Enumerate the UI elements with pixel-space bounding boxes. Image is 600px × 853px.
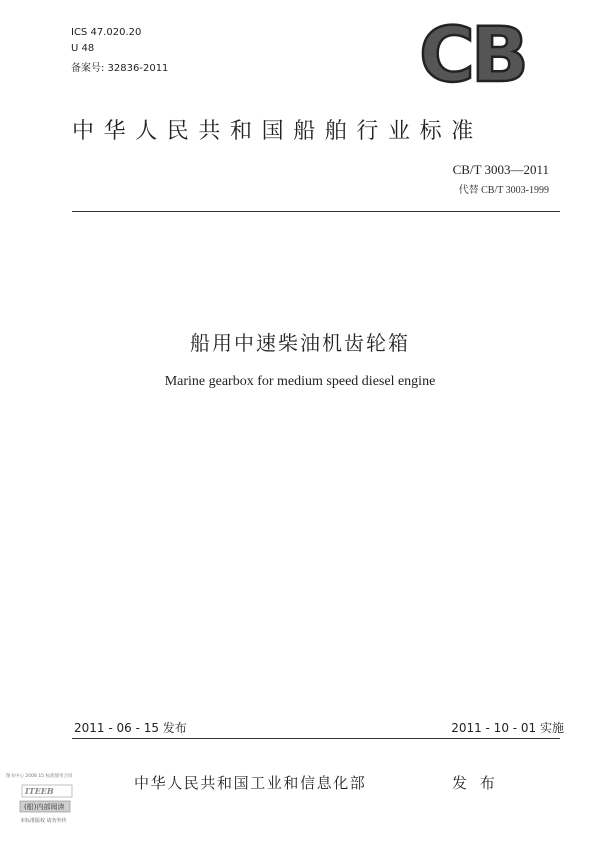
org-title: 中华人民共和国船舶行业标准 <box>72 119 483 144</box>
header-divider <box>72 211 560 212</box>
date-divider <box>72 738 560 739</box>
stamp-line-1: 图书中心 2008 15 标准使用合同 <box>6 774 73 779</box>
issue-action: 发 布 <box>452 774 499 792</box>
library-stamp <box>4 768 114 830</box>
category-code: U 48 <box>71 43 95 54</box>
effective-date: 2011 - 10 - 01 实施 <box>451 721 564 735</box>
ics-code: ICS 47.020.20 <box>71 27 142 38</box>
publish-date: 2011 - 06 - 15 发布 <box>74 721 187 735</box>
cb-logo <box>404 20 540 88</box>
document-title-cn: 船用中速柴油机齿轮箱 <box>190 331 410 355</box>
stamp-line-3: (船)内部阅读 <box>24 803 65 811</box>
cb-logo-text: CB <box>419 20 525 88</box>
standard-number: CB/T 3003—2011 <box>452 162 549 177</box>
record-number: 备案号: 32836-2011 <box>71 63 169 74</box>
stamp-line-2: ITEEB <box>25 786 54 796</box>
replaces-standard: 代替 CB/T 3003-1999 <box>458 185 549 196</box>
issuing-authority: 中华人民共和国工业和信息化部 <box>134 774 367 792</box>
document-title-en: Marine gearbox for medium speed diesel engine <box>164 374 436 389</box>
stamp-line-4: 本标准版权 请勿外传 <box>20 818 67 824</box>
